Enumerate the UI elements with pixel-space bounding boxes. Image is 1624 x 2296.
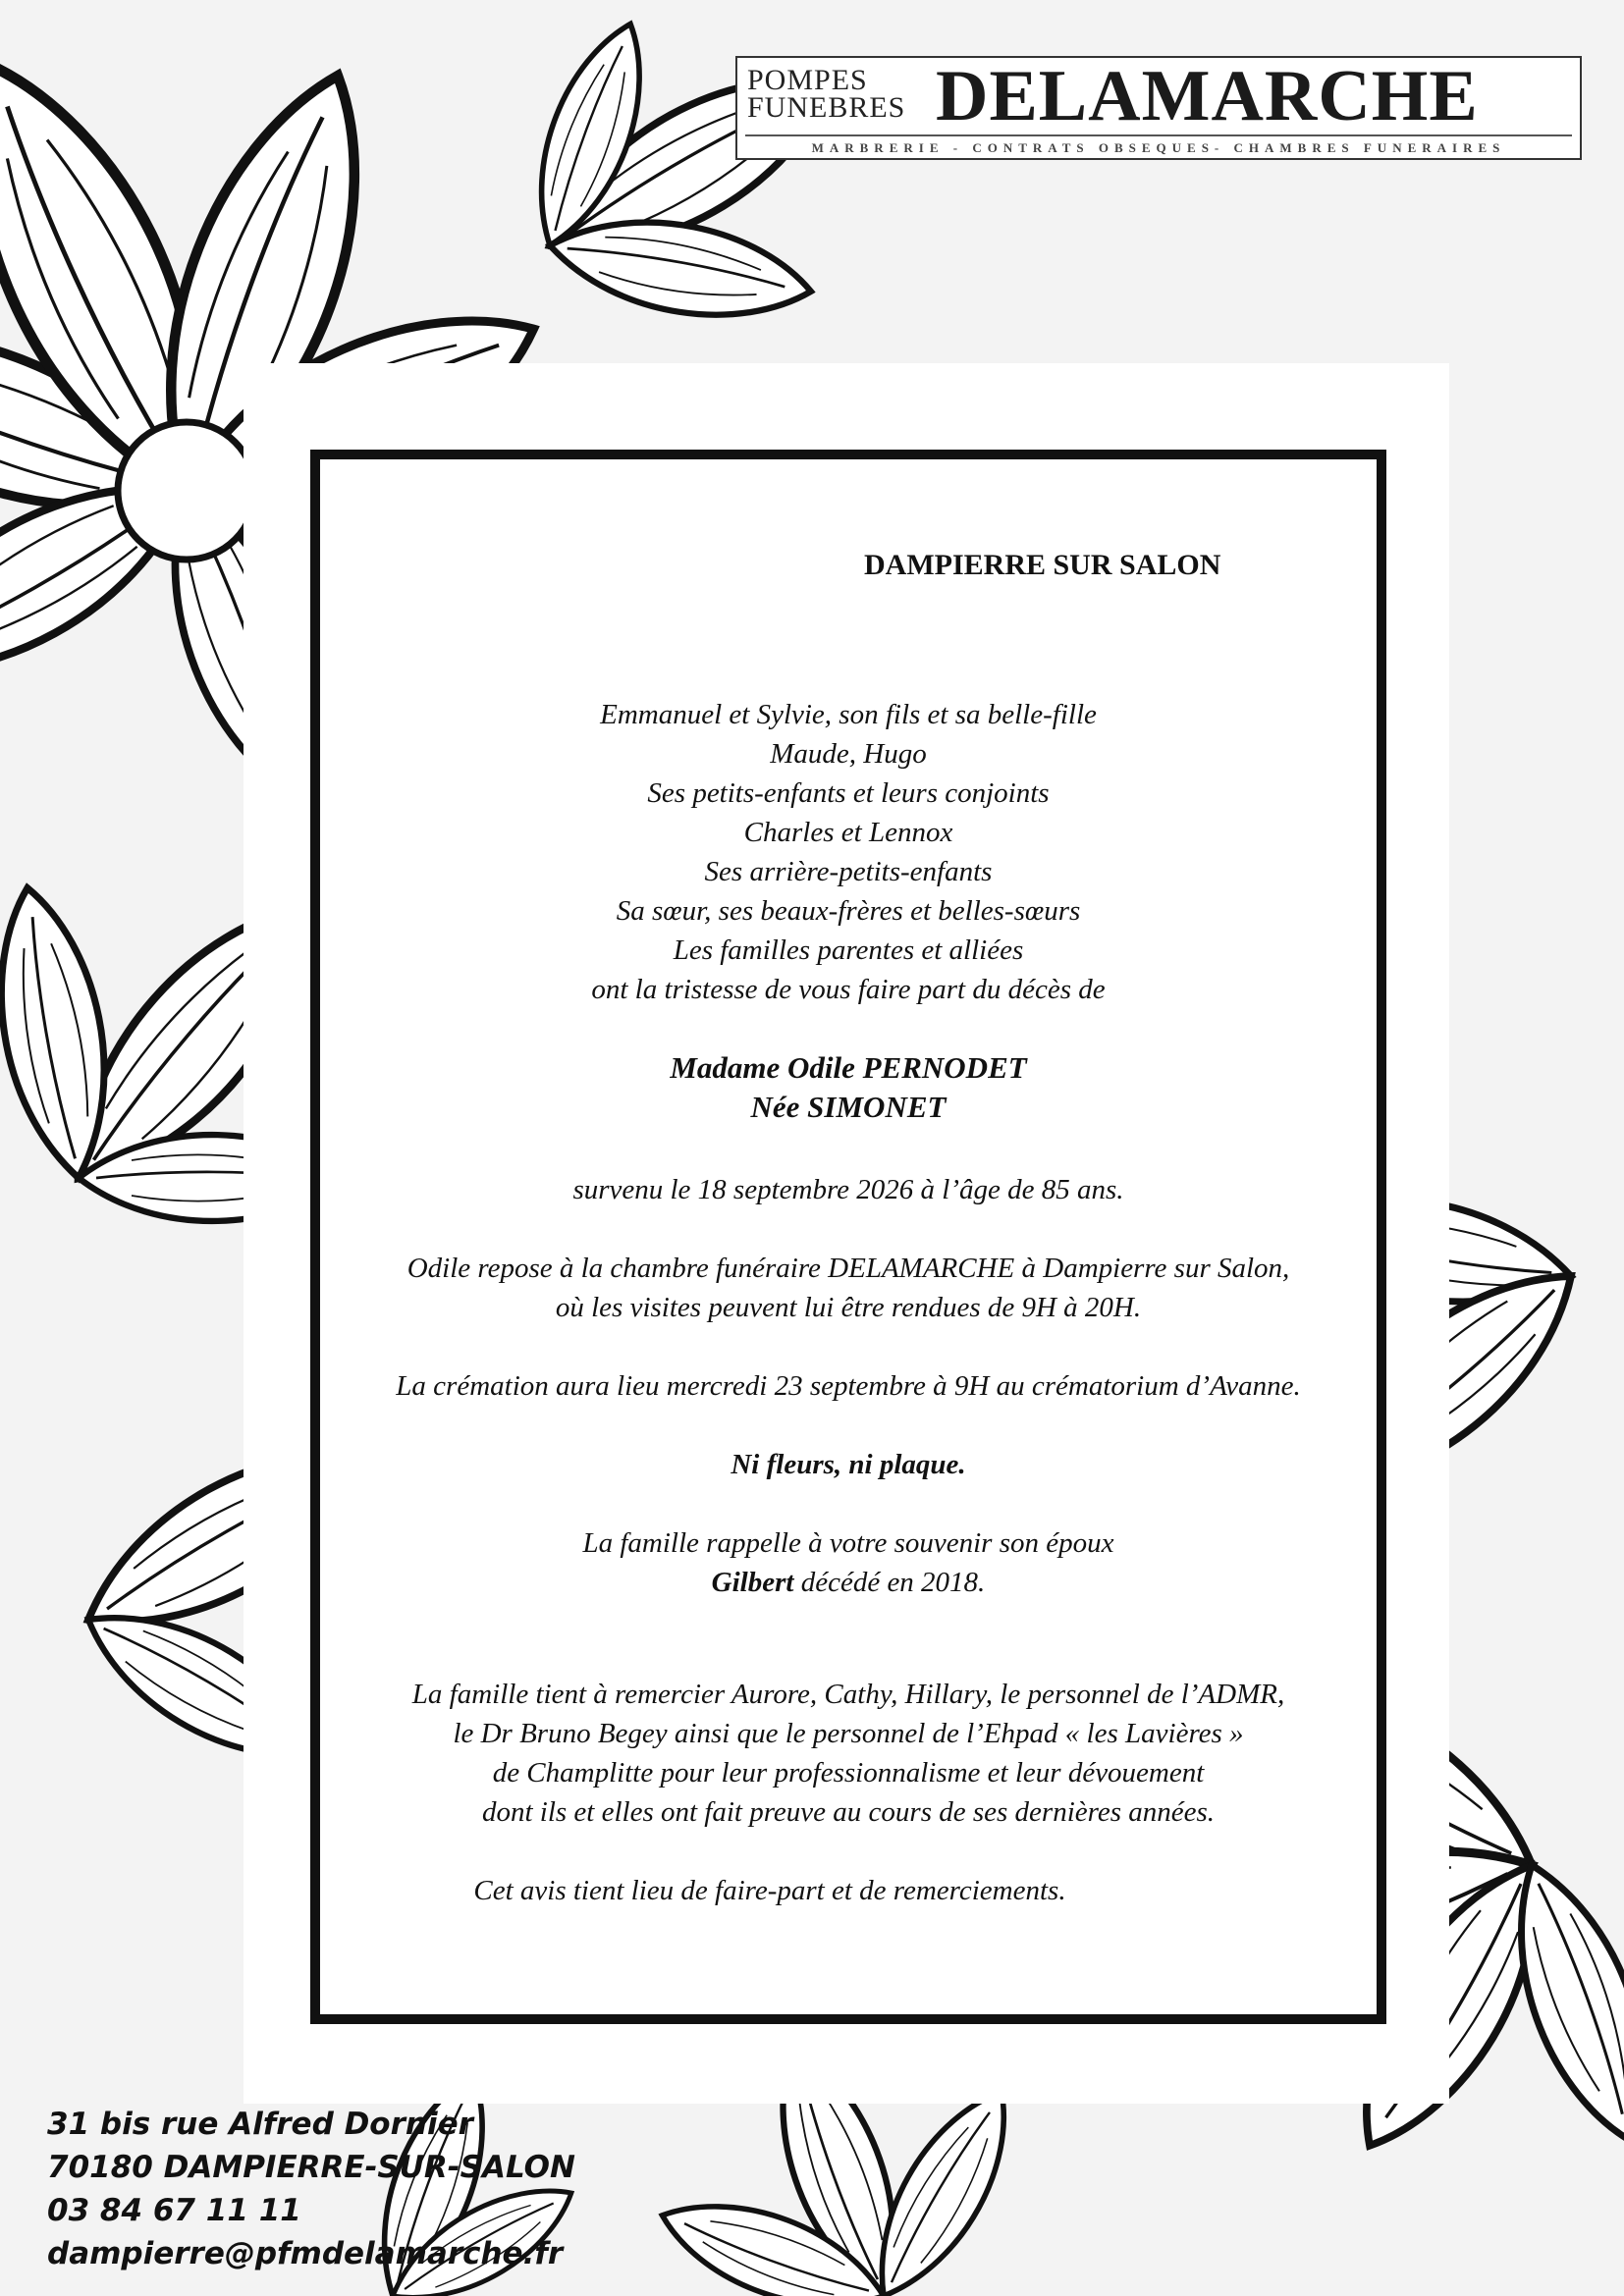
rest-line: où les visites peuvent lui être rendues de 9H à 20H. <box>555 1292 1142 1323</box>
death-line: survenu le 18 septembre 2026 à l’âge de 85 ans. <box>572 1174 1124 1205</box>
family-line: Charles et Lennox <box>743 817 953 848</box>
thanks-line: dont ils et elles ont fait preuve au cours de ses dernières années. <box>481 1796 1216 1828</box>
deceased-name: Madame Odile PERNODET <box>670 1050 1027 1085</box>
address-block <box>47 2103 575 2275</box>
address-email: dampierre@pfmdelamarche.fr <box>47 2236 564 2271</box>
family-line: Ses petits-enfants et leurs conjoints <box>647 777 1050 809</box>
thanks-line: La famille tient à remercier Aurore, Cathy, Hillary, le personnel de l’ADMR, <box>411 1679 1285 1710</box>
no-flowers-line: Ni fleurs, ni plaque. <box>731 1449 966 1480</box>
family-line: Ses arrière-petits-enfants <box>704 856 993 887</box>
rest-info <box>320 1249 1377 1327</box>
address-street: 31 bis rue Alfred Dornier <box>47 2107 473 2142</box>
cremation-line: La crémation aura lieu mercredi 23 septembre à 9H au crématorium d’Avanne. <box>396 1370 1301 1402</box>
funeral-home-logo <box>735 56 1582 160</box>
notice-location: DAMPIERRE SUR SALON <box>864 549 1221 581</box>
death-date <box>320 1170 1377 1209</box>
closing-line: Cet avis tient lieu de faire-part et de remerciements. <box>473 1875 1066 1906</box>
thanks-block <box>320 1675 1377 1832</box>
family-line: Les familles parentes et alliées <box>673 934 1024 966</box>
family-list <box>320 695 1377 1009</box>
remember-line2 <box>320 1563 1377 1602</box>
remember-rest: décédé en 2018. <box>793 1567 986 1598</box>
cremation-info <box>320 1366 1377 1406</box>
thanks-line: le Dr Bruno Begey ainsi que le personnel de l’Ehpad « les Lavières » <box>453 1718 1244 1749</box>
remembrance <box>320 1523 1377 1602</box>
family-line: Sa sœur, ses beaux-frères et belles-sœurs <box>616 895 1081 927</box>
deceased-block <box>320 1048 1377 1127</box>
rest-line: Odile repose à la chambre funéraire DELAMARCHE à Dampierre sur Salon, <box>406 1253 1290 1284</box>
logo-name: DELAMARCHE <box>936 56 1479 136</box>
family-line: Maude, Hugo <box>770 738 927 770</box>
family-line: Emmanuel et Sylvie, son fils et sa belle-fille <box>600 699 1097 730</box>
deceased-born: Née SIMONET <box>750 1090 947 1124</box>
address-city: 70180 DAMPIERRE-SUR-SALON <box>47 2150 575 2185</box>
address-phone: 03 84 67 11 11 <box>47 2193 301 2228</box>
logo-line2: FUNEBRES <box>747 91 906 124</box>
no-flowers <box>320 1445 1377 1484</box>
logo-rule <box>745 134 1572 136</box>
logo-tagline: MARBRERIE - CONTRATS OBSEQUES- CHAMBRES FUNERAIRES <box>811 140 1506 155</box>
spouse-name: Gilbert <box>711 1567 794 1598</box>
logo-line1: POMPES <box>747 64 868 96</box>
closing-note <box>242 1871 1298 1910</box>
thanks-line: de Champlitte pour leur professionnalisme et leur dévouement <box>492 1757 1205 1789</box>
family-line: ont la tristesse de vous faire part du décès de <box>591 974 1106 1005</box>
remember-line1: La famille rappelle à votre souvenir son époux <box>582 1527 1114 1559</box>
